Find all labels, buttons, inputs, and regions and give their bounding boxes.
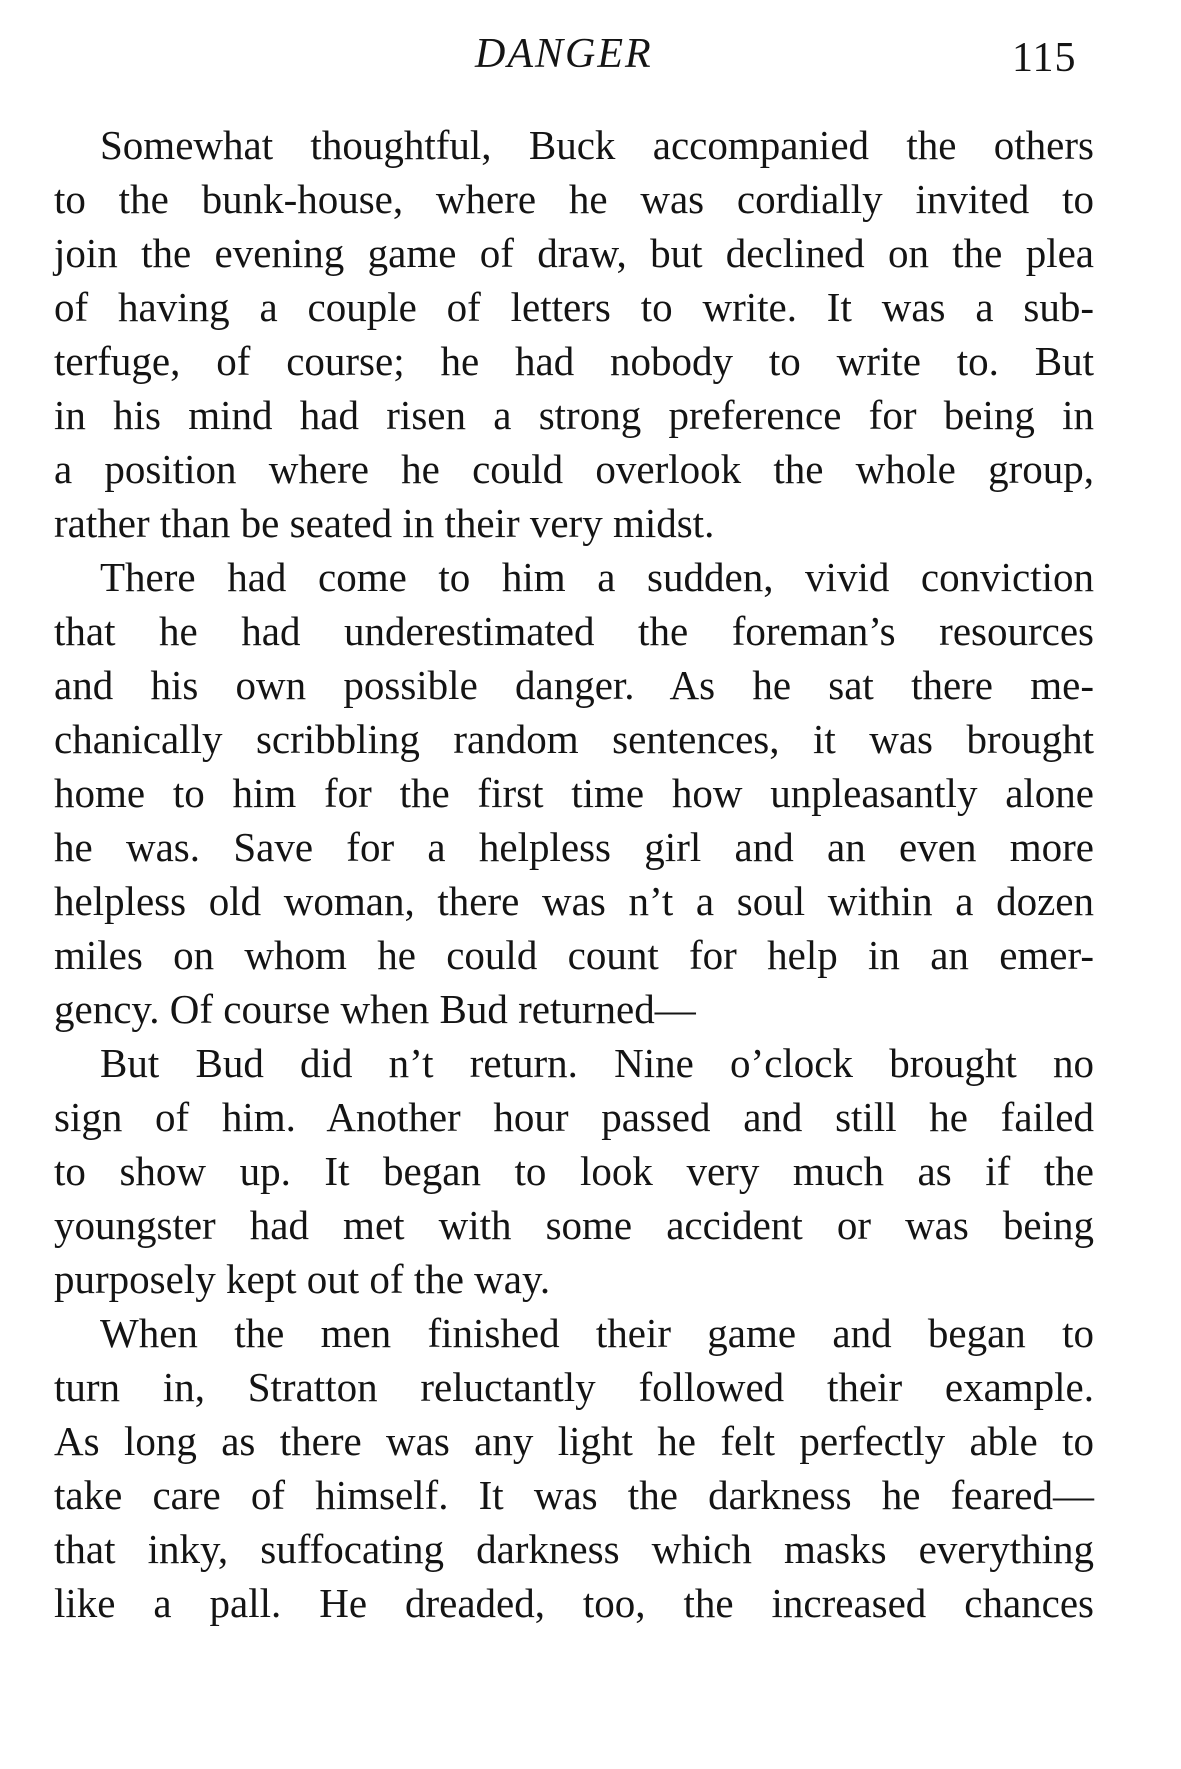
text-line: As long as there was any light he felt perfectly able to	[54, 1418, 1094, 1464]
text-line: join the evening game of draw, but declined on the plea	[54, 230, 1094, 276]
text-line: that he had underestimated the foreman’s resources	[54, 608, 1094, 654]
running-title: DANGER	[475, 31, 653, 77]
text-line: in his mind had risen a strong preference for being in	[54, 392, 1094, 438]
text-line: that inky, suffocating darkness which masks everything	[54, 1526, 1094, 1572]
text-line: There had come to him a sudden, vivid conviction	[100, 554, 1094, 600]
text-line: sign of him. Another hour passed and still he failed	[54, 1094, 1094, 1140]
text-line: to show up. It began to look very much as if the	[54, 1148, 1094, 1194]
text-line: and his own possible danger. As he sat there me-	[54, 662, 1094, 708]
text-line: youngster had met with some accident or was being	[54, 1202, 1094, 1248]
text-line: of having a couple of letters to write. It was a sub-	[54, 284, 1094, 330]
page-number: 115	[1012, 35, 1077, 81]
text-line: to the bunk-house, where he was cordially invited to	[54, 176, 1094, 222]
running-head	[0, 30, 1181, 90]
text-line: take care of himself. It was the darkness he feared—	[54, 1472, 1094, 1518]
text-line: gency. Of course when Bud returned—	[54, 986, 696, 1032]
text-line: When the men finished their game and began to	[100, 1310, 1094, 1356]
text-line: Somewhat thoughtful, Buck accompanied the others	[100, 122, 1094, 168]
text-line: miles on whom he could count for help in an emer-	[54, 932, 1094, 978]
text-line: turn in, Stratton reluctantly followed their example.	[54, 1364, 1094, 1410]
body-text	[54, 118, 1094, 1630]
text-line: he was. Save for a helpless girl and an even more	[54, 824, 1094, 870]
text-line: like a pall. He dreaded, too, the increased chances	[54, 1580, 1094, 1626]
text-line: helpless old woman, there was n’t a soul within a dozen	[54, 878, 1094, 924]
text-line: rather than be seated in their very midst.	[54, 500, 715, 546]
text-line: chanically scribbling random sentences, it was brought	[54, 716, 1094, 762]
text-line: home to him for the first time how unpleasantly alone	[54, 770, 1094, 816]
text-line: a position where he could overlook the whole group,	[54, 446, 1094, 492]
text-line: purposely kept out of the way.	[54, 1256, 551, 1302]
text-line: terfuge, of course; he had nobody to write to. But	[54, 338, 1094, 384]
text-line: But Bud did n’t return. Nine o’clock brought no	[100, 1040, 1094, 1086]
